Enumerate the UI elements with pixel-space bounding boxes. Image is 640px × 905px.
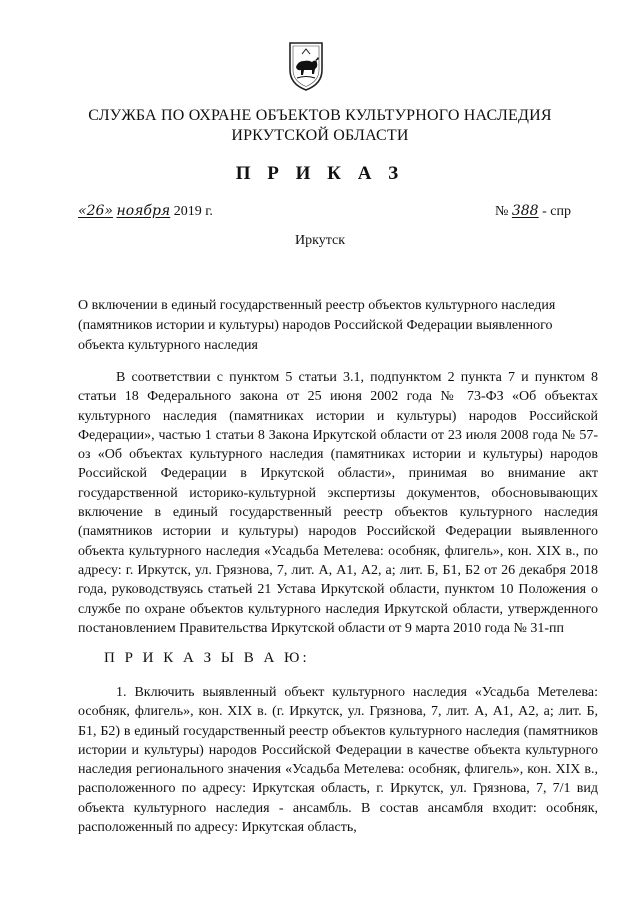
agency-name-line2: ИРКУТСКОЙ ОБЛАСТИ <box>231 127 409 144</box>
document-title: П Р И К А З <box>235 163 405 184</box>
date-day: 26 <box>86 203 105 219</box>
document-number <box>495 203 571 220</box>
city-name: Иркутск <box>294 233 346 248</box>
date-year: 2019 г. <box>173 204 213 219</box>
date-open-quote: « <box>78 203 87 219</box>
order-subject: О включении в единый государственный реестр объектов культурного наследия (памятников истории и культуры) народов Российской Федерации выявленного объекта культурного наследия <box>78 298 556 353</box>
order-heading: П Р И К А З Ы В А Ю: <box>104 650 310 666</box>
preamble-paragraph: В соответствии с пунктом 5 статьи 3.1, подпунктом 2 пункта 7 и пунктом 8 статьи 18 Федерального закона от 25 июня 2002 года № 73-ФЗ «Об объектах культурного наследия (памятниках истории и культуры) народов Российской Федерации», частью 1 статьи 8 Закона Иркутской области от 23 июля 2008 года № 57-оз «Об объектах культурного наследия (памятниках истории и культуры) народов Российской Федерации в Иркутской области», принимая во внимание акт государственной историко-культурной экспертизы документов, обосновывающих включение в единый государственный реестр объектов культурного наследия (памятников истории и культуры) народов Российской Федерации выявленного объекта культурного наследия «Усадьба Метелева: особняк, флигель», кон. XIX в., по адресу: г. Иркутск, ул. Грязнова, 7, лит. А, А1, А2, а; лит. Б, Б1, Б2 от 26 декабря 2018 года, руководствуясь статьей 21 Устава Иркутской области, пунктом 10 Положения о службе по охране объектов культурного наследия Иркутской области, утвержденного постановлением Правительства Иркутской области от 9 марта 2010 года № 31-пп <box>78 370 598 636</box>
date-close-quote: » <box>104 203 113 219</box>
date-month: ноября <box>116 203 171 219</box>
number-suffix: - спр <box>542 204 571 219</box>
order-item-1: 1. Включить выявленный объект культурного наследия «Усадьба Метелева: особняк, флигель», кон. XIX в. (г. Иркутск, ул. Грязнова, 7, лит. А, А1, А2, а; лит. Б, Б1, Б2) в единый государственный реестр объектов культурного наследия (памятников истории и культуры) народов Российской Федерации в качестве объекта культурного наследия регионального значения «Усадьба Метелева: особняк, флигель», кон. XIX в., расположенного по адресу: Иркутская область, г. Иркутск, ул. Грязнова, 7, 7/1 вид объекта культурного наследия - ансамбль. В состав ансамбля входит: особняк, расположенный по адресу: Иркутская область, <box>78 685 598 836</box>
document-date <box>78 203 213 220</box>
agency-name-line1: СЛУЖБА ПО ОХРАНЕ ОБЪЕКТОВ КУЛЬТУРНОГО НАСЛЕДИЯ <box>88 107 552 124</box>
number-value: 388 <box>511 203 539 219</box>
coat-of-arms-icon <box>287 40 325 92</box>
number-prefix: № <box>495 204 509 219</box>
